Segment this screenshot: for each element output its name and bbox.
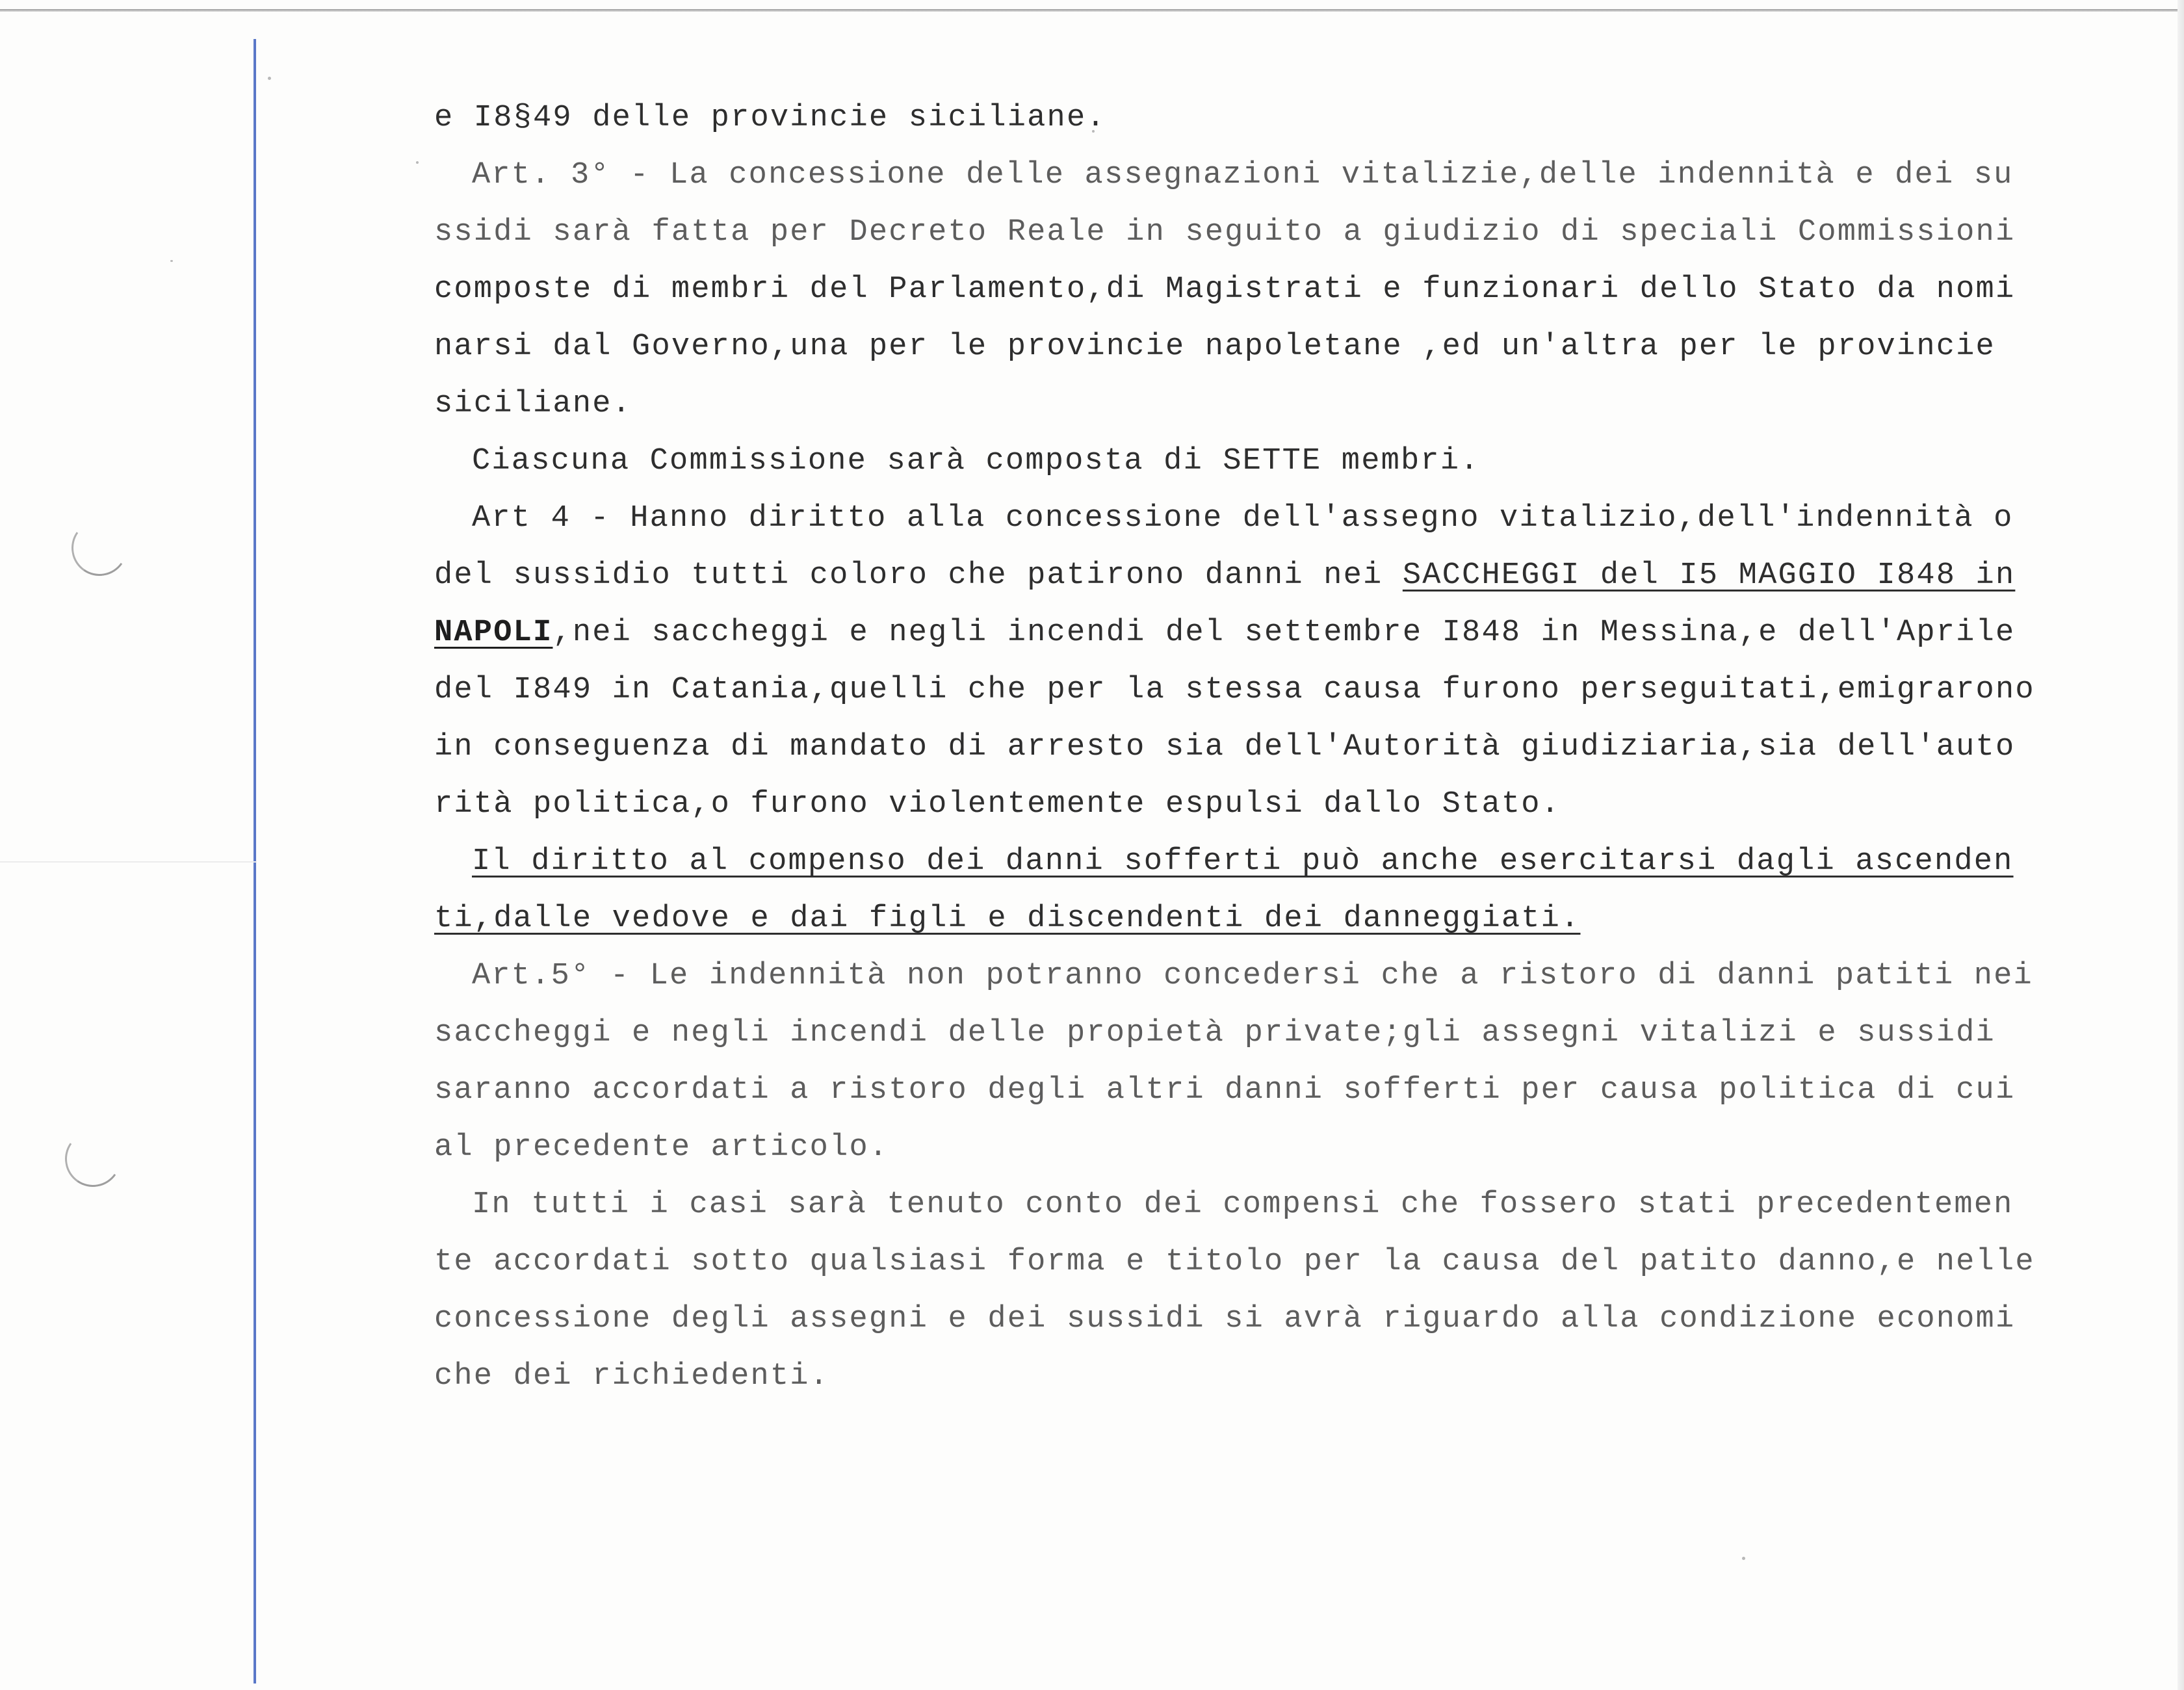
underlined-text-line: Il diritto al compenso dei danni sofferti può anche esercitarsi dagli ascenden bbox=[472, 844, 2014, 879]
text-line: al precedente articolo. bbox=[434, 1130, 889, 1165]
text-line: rità politica,o furono violentemente espulsi dallo Stato. bbox=[434, 787, 1561, 822]
underlined-bold-text: NAPOLI bbox=[434, 616, 553, 650]
article-3-heading-line: Art. 3° - La concessione delle assegnazioni vitalizie,delle indennità e dei su bbox=[472, 158, 2014, 192]
article-4-heading-line: Art 4 - Hanno diritto alla concessione dell'assegno vitalizio,dell'indennità o bbox=[472, 501, 2014, 536]
punch-hole-mark bbox=[67, 515, 132, 580]
scan-speck bbox=[1742, 1557, 1745, 1560]
typed-text-body bbox=[434, 90, 2072, 1405]
text-line: Ciascuna Commissione sarà composta di SETTE membri. bbox=[472, 444, 1480, 478]
text-line: concessione degli assegni e dei sussidi si avrà riguardo alla condizione economi bbox=[434, 1302, 2016, 1336]
scan-speck bbox=[268, 77, 271, 80]
text-line bbox=[434, 604, 2072, 662]
text-line: e I8§49 delle provincie siciliane. bbox=[434, 101, 1106, 135]
text-line: ssidi sarà fatta per Decreto Reale in seguito a giudizio di speciali Commissioni bbox=[434, 215, 2016, 250]
text-line: In tutti i casi sarà tenuto conto dei compensi che fossero stati precedentemen bbox=[472, 1188, 2014, 1222]
text-line: in conseguenza di mandato di arresto sia dell'Autorità giudiziaria,sia dell'auto bbox=[434, 730, 2016, 764]
underlined-text-line: ti,dalle vedove e dai figli e discendenti dei danneggiati. bbox=[434, 902, 1581, 936]
text-line: del I849 in Catania,quelli che per la stessa causa furono perseguitati,emigrarono bbox=[434, 673, 2035, 707]
punch-hole-mark bbox=[60, 1126, 125, 1191]
text-segment: ,nei saccheggi e negli incendi del settembre I848 in Messina,e dell'Aprile bbox=[552, 616, 2016, 650]
text-line: narsi dal Governo,una per le provincie napoletane ,ed un'altra per le provincie bbox=[434, 330, 1996, 364]
text-segment: del sussidio tutti coloro che patirono danni nei bbox=[434, 558, 1403, 593]
scan-speck bbox=[170, 260, 173, 262]
underlined-text: SACCHEGGI del I5 MAGGIO I848 in bbox=[1402, 558, 2016, 593]
text-line bbox=[434, 547, 2072, 604]
text-line: saccheggi e negli incendi delle propietà private;gli assegni vitalizi e sussidi bbox=[434, 1016, 1996, 1050]
text-line: siciliane. bbox=[434, 387, 632, 421]
text-line: te accordati sotto qualsiasi forma e titolo per la causa del patito danno,e nelle bbox=[434, 1245, 2035, 1279]
scan-speck bbox=[416, 161, 419, 164]
paper-fold-line bbox=[0, 861, 257, 863]
text-line: che dei richiedenti. bbox=[434, 1359, 830, 1394]
scan-right-edge bbox=[2178, 0, 2184, 1690]
text-line: saranno accordati a ristoro degli altri danni sofferti per causa politica di cui bbox=[434, 1073, 2016, 1108]
scan-top-edge bbox=[0, 9, 2184, 12]
text-line: composte di membri del Parlamento,di Magistrati e funzionari dello Stato da nomi bbox=[434, 272, 2016, 307]
article-5-heading-line: Art.5° - Le indennità non potranno concedersi che a ristoro di danni patiti nei bbox=[472, 959, 2033, 993]
